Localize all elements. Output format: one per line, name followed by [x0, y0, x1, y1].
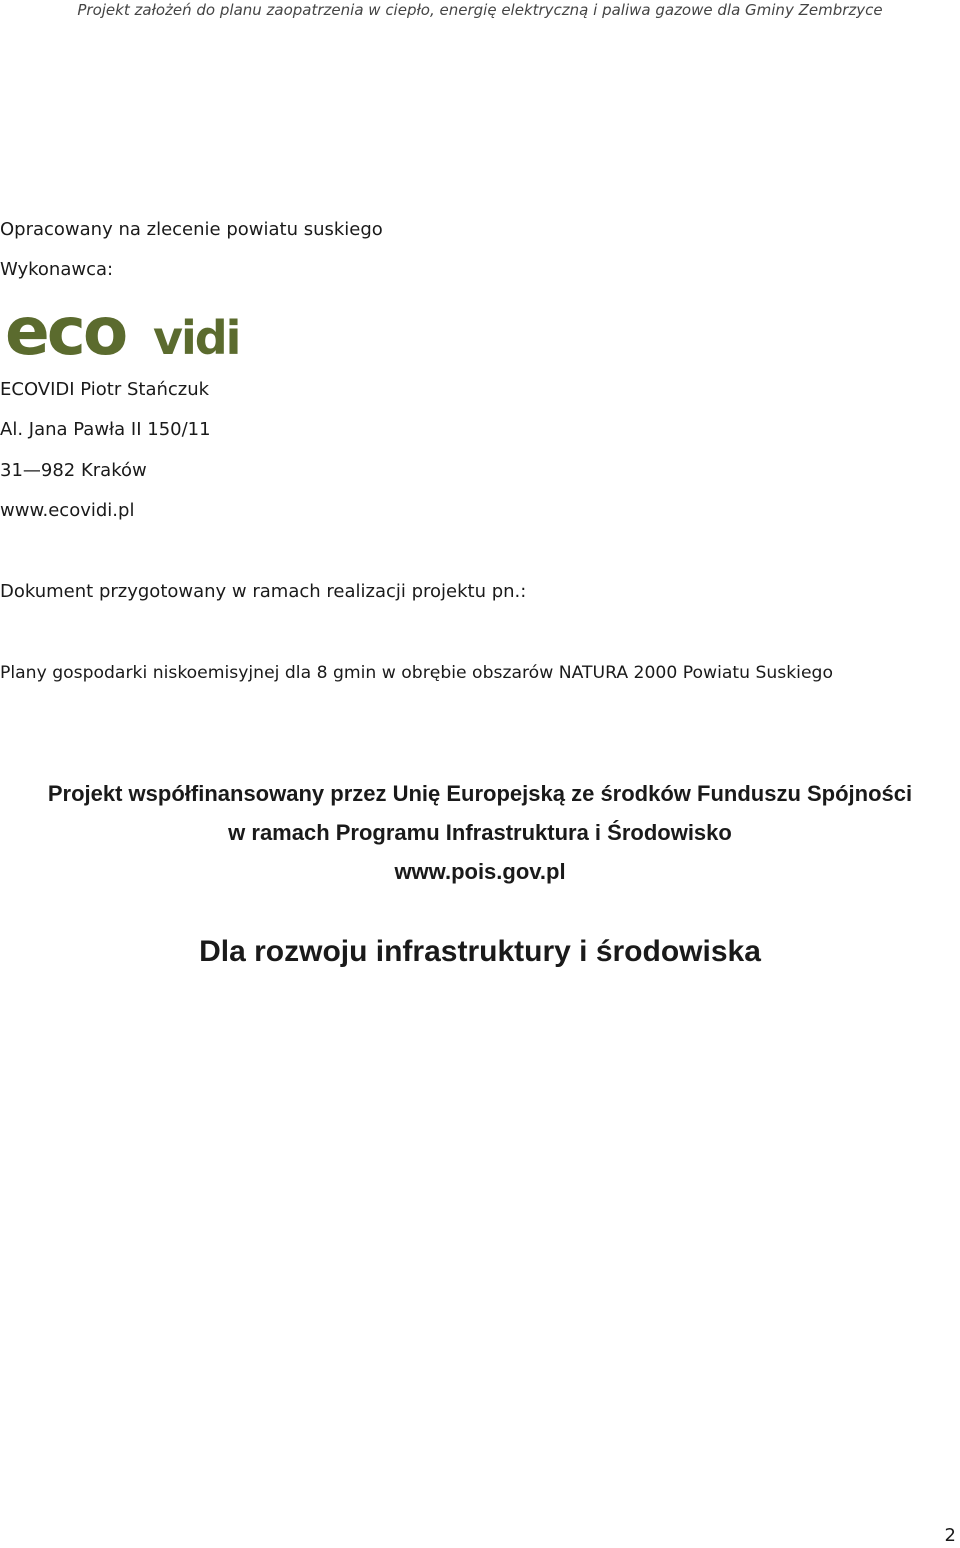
logo-vidi: vidi [153, 311, 240, 360]
project-title: Plany gospodarki niskoemisyjnej dla 8 gmin w obrębie obszarów NATURA 2000 Powiatu Suskiego [0, 663, 833, 683]
slogan: Dla rozwoju infrastruktury i środowiska [199, 935, 761, 968]
funding-line-2: w ramach Programu Infrastruktura i Środowisko [228, 820, 732, 845]
company-street: Al. Jana Pawła II 150/11 [0, 419, 211, 440]
contractor-label: Wykonawca: [0, 259, 114, 280]
funding-website: www.pois.gov.pl [394, 859, 566, 884]
page-number: 2 [944, 1525, 956, 1546]
page-header: Projekt założeń do planu zaopatrzenia w ciepło, energię elektryczną i paliwa gazowe dla Gminy Zembrzyce [77, 1, 883, 19]
funding-line-1: Projekt współfinansowany przez Unię Europejską ze środków Funduszu Spójności [47, 781, 913, 806]
project-intro: Dokument przygotowany w ramach realizacji projektu pn.: [0, 581, 527, 602]
company-city: 31—982 Kraków [0, 460, 147, 481]
ecovidi-logo [5, 300, 255, 360]
logo-eco: eco [5, 300, 126, 360]
commissioned-by: Opracowany na zlecenie powiatu suskiego [0, 219, 383, 240]
company-name: ECOVIDI Piotr Stańczuk [0, 379, 210, 400]
company-website: www.ecovidi.pl [0, 500, 135, 521]
